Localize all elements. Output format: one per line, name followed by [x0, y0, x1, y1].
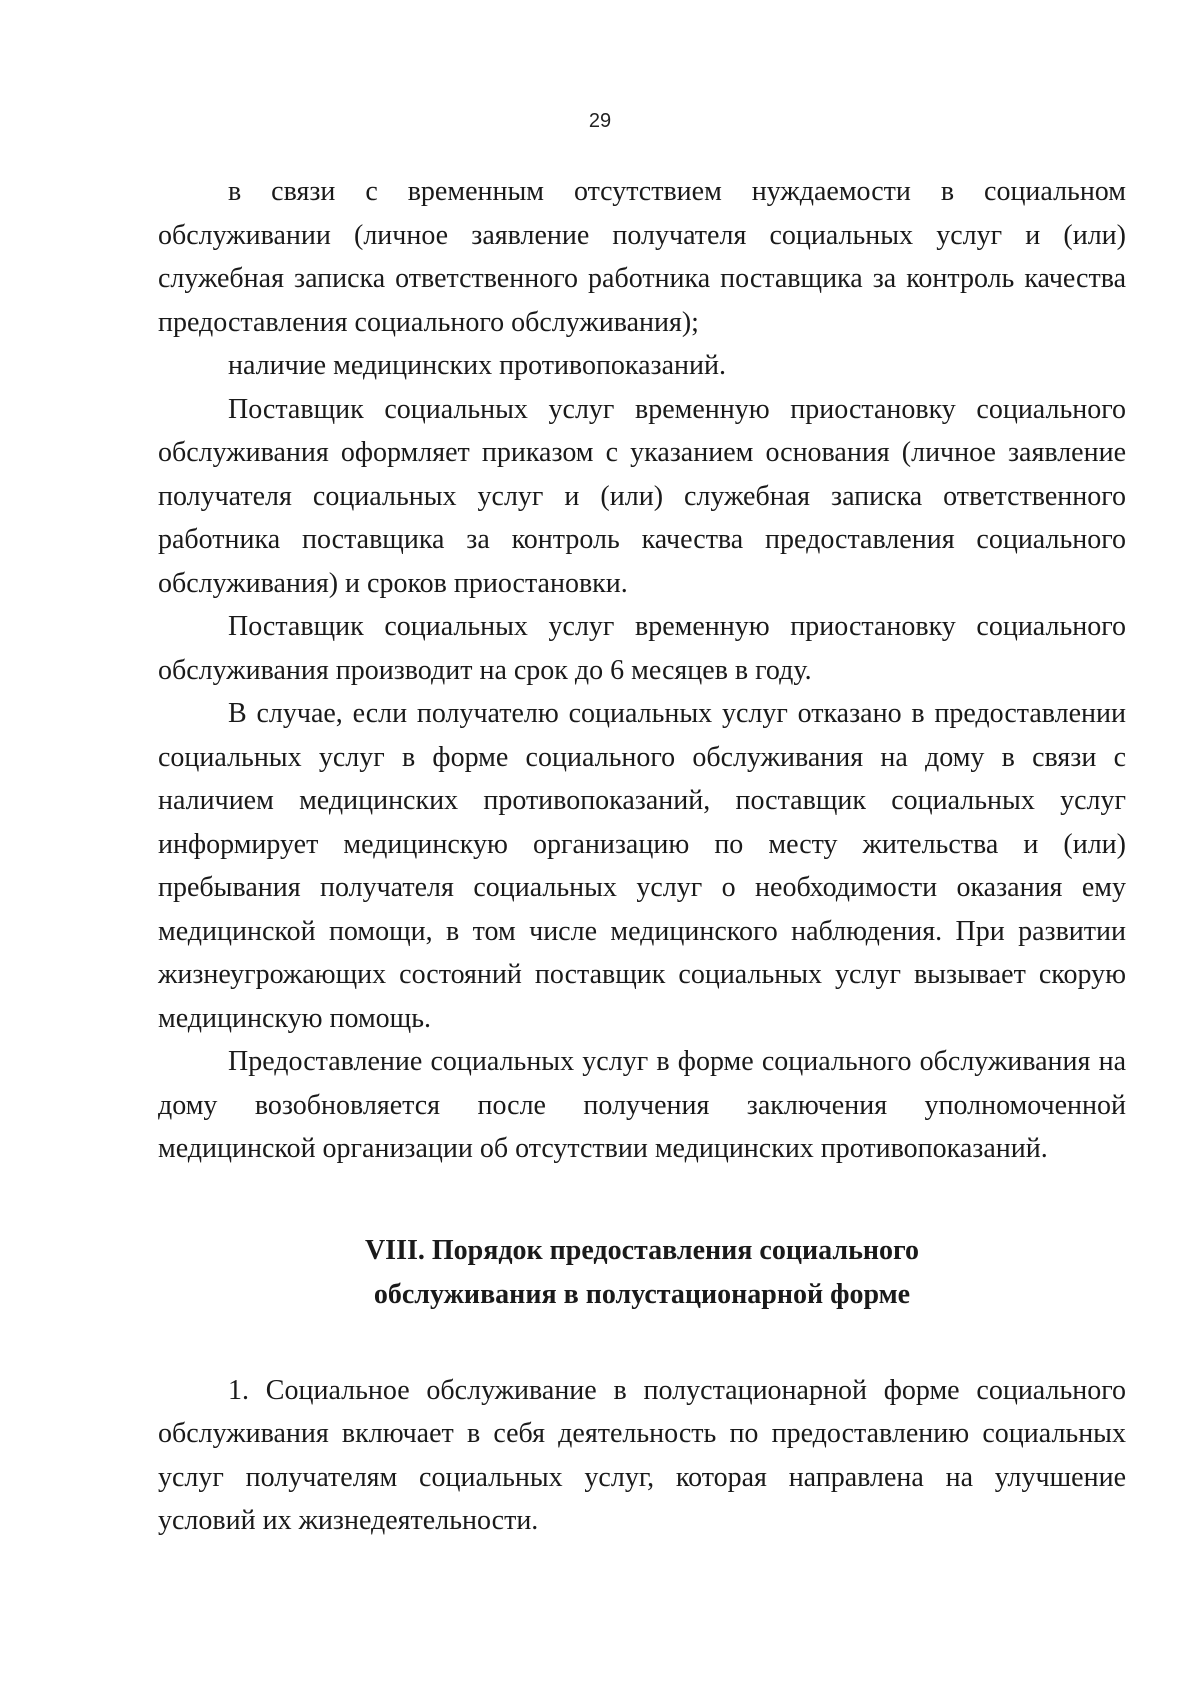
paragraph-refusal-case: В случае, если получателю социальных услуг отказано в предоставлении социальных услуг в форме социального обслуживания на дому в связи с наличием медицинских противопоказаний, поставщик социальных услуг информирует медицинскую организацию по месту жительства и (или) пребывания получателя социальных услуг о необходимости оказания ему медицинской помощи, в том числе медицинского наблюдения. При развитии жизнеугрожающих состояний поставщик социальных услуг вызывает скорую медицинскую помощь.: [158, 698, 1126, 1034]
paragraph-suspension-term: Поставщик социальных услуг временную приостановку социального обслуживания производит на срок до 6 месяцев в году.: [158, 611, 1126, 686]
document-body: [158, 170, 1126, 1543]
list-item-1: 1. Социальное обслуживание в полустационарной форме социального обслуживания включает в себя деятельность по предоставлению социальных услуг получателям социальных услуг, которая направлена на улучшение условий их жизнедеятельности.: [158, 1374, 1126, 1536]
section-heading: [158, 1229, 1126, 1317]
paragraph-suspension-order: Поставщик социальных услуг временную приостановку социального обслуживания оформляет приказом с указанием основания (личное заявление получателя социальных услуг и (или) служебная записка ответственного работника поставщика за контроль качества предоставления социального обслуживания) и сроков приостановки.: [158, 393, 1126, 599]
paragraph-medical-contraindications: наличие медицинских противопоказаний.: [228, 350, 726, 381]
paragraph-resumption: Предоставление социальных услуг в форме социального обслуживания на дому возобновляется после получения заключения уполномоченной медицинской организации об отсутствии медицинских противопоказаний.: [158, 1046, 1126, 1164]
page-number: 29: [588, 110, 612, 132]
section-heading-line-1: VIII. Порядок предоставления социального: [364, 1234, 920, 1266]
paragraph-suspension-reason: в связи с временным отсутствием нуждаемости в социальном обслуживании (личное заявление получателя социальных услуг и (или) служебная записка ответственного работника поставщика за контроль качества предоставления социального обслуживания);: [158, 176, 1126, 338]
section-heading-line-2: обслуживания в полустационарной форме: [373, 1278, 911, 1310]
